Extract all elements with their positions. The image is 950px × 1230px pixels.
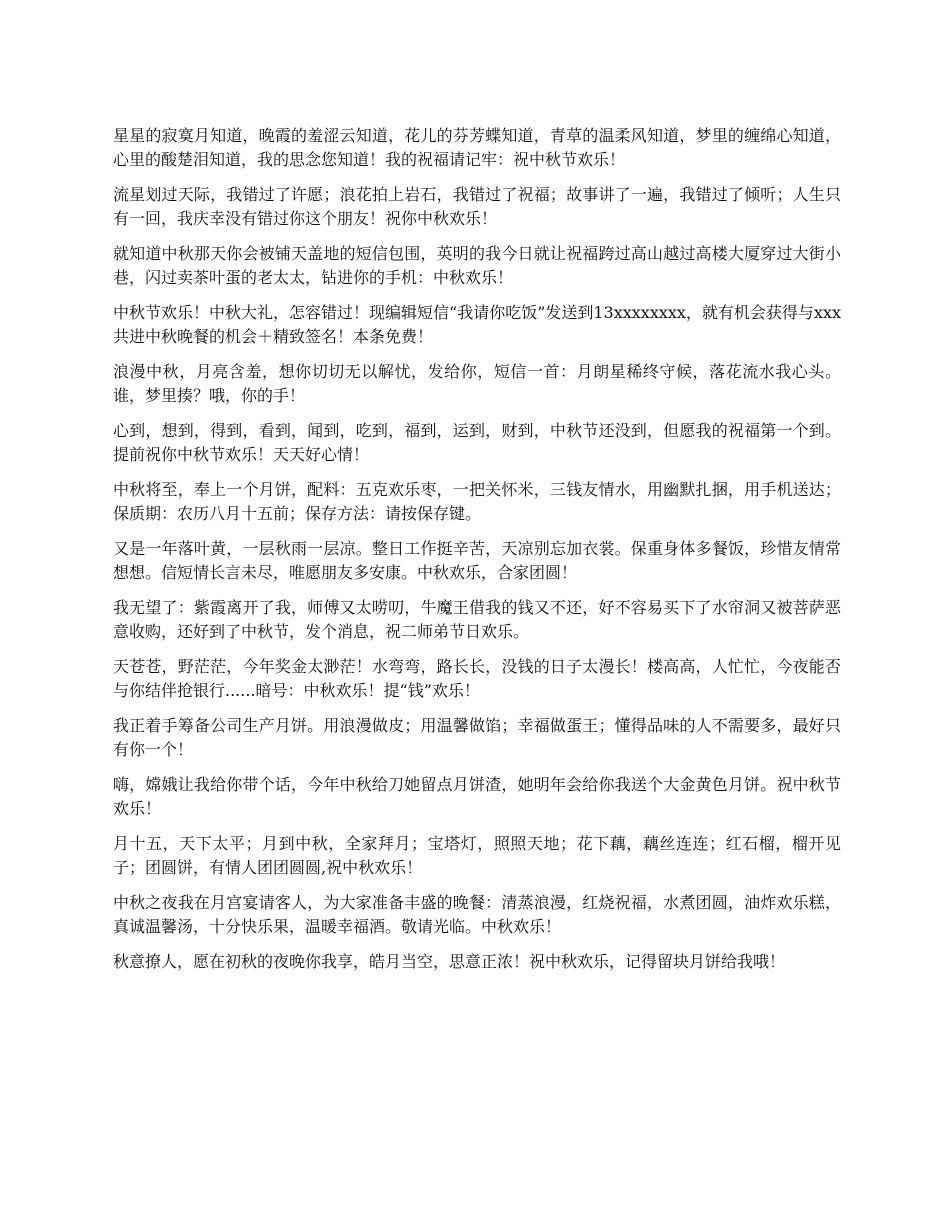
paragraph: 我无望了：紫霞离开了我，师傅又太唠叨，牛魔王借我的钱又不还，好不容易买下了水帘洞又被菩萨恶意收购，还好到了中秋节，发个消息，祝二师弟节日欢乐。 <box>113 598 841 641</box>
paragraph: 浪漫中秋，月亮含羞，想你切切无以解忧，发给你，短信一首：月朗星稀终守候，落花流水我心头。谁，梦里揍？哦，你的手！ <box>113 362 841 405</box>
paragraph: 心到，想到，得到，看到，闻到，吃到，福到，运到，财到，中秋节还没到，但愿我的祝福第一个到。提前祝你中秋节欢乐！天天好心情！ <box>113 421 841 464</box>
paragraph: 月十五，天下太平；月到中秋，全家拜月；宝塔灯，照照天地；花下藕，藕丝连连；红石榴，榴开见子；团圆饼，有情人团团圆圆,祝中秋欢乐！ <box>113 834 841 877</box>
paragraph: 流星划过天际，我错过了许愿；浪花拍上岩石，我错过了祝福；故事讲了一遍，我错过了倾听；人生只有一回，我庆幸没有错过你这个朋友！祝你中秋欢乐！ <box>113 185 841 228</box>
paragraph: 中秋将至，奉上一个月饼，配料：五克欢乐枣，一把关怀米，三钱友情水，用幽默扎捆，用手机送达；保质期：农历八月十五前；保存方法：请按保存键。 <box>113 480 841 523</box>
paragraph: 我正着手筹备公司生产月饼。用浪漫做皮；用温馨做馅；幸福做蛋王；懂得品味的人不需要多，最好只有你一个！ <box>113 716 841 759</box>
paragraph: 嗨，嫦娥让我给你带个话，今年中秋给刀她留点月饼渣，她明年会给你我送个大金黄色月饼。祝中秋节欢乐！ <box>113 775 841 818</box>
paragraph: 星星的寂寞月知道，晚霞的羞涩云知道，花儿的芬芳蝶知道，青草的温柔风知道，梦里的缠绵心知道，心里的酸楚泪知道，我的思念您知道！我的祝福请记牢：祝中秋节欢乐！ <box>113 126 841 169</box>
paragraph: 中秋节欢乐！中秋大礼，怎容错过！现编辑短信“我请你吃饭”发送到13xxxxxxxx，就有机会获得与xxx共进中秋晚餐的机会＋精致签名！本条免费！ <box>113 303 841 346</box>
document-body <box>113 124 841 985</box>
paragraph: 秋意撩人，愿在初秋的夜晚你我享，皓月当空，思意正浓！祝中秋欢乐，记得留块月饼给我哦！ <box>113 952 786 971</box>
paragraph: 天苍苍，野茫茫，今年奖金太渺茫！水弯弯，路长长，没钱的日子太漫长！楼高高，人忙忙，今夜能否与你结伴抢银行......暗号：中秋欢乐！提“钱”欢乐！ <box>113 657 841 700</box>
paragraph: 中秋之夜我在月宫宴请客人，为大家准备丰盛的晚餐：清蒸浪漫，红烧祝福，水煮团圆，油炸欢乐糕，真诚温馨汤，十分快乐果，温暖幸福酒。敬请光临。中秋欢乐！ <box>113 893 841 936</box>
paragraph: 又是一年落叶黄，一层秋雨一层凉。整日工作挺辛苦，天凉别忘加衣裳。保重身体多餐饭，珍惜友情常想想。信短情长言未尽，唯愿朋友多安康。中秋欢乐，合家团圆！ <box>113 539 841 582</box>
paragraph: 就知道中秋那天你会被铺天盖地的短信包围，英明的我今日就让祝福跨过高山越过高楼大厦穿过大街小巷，闪过卖茶叶蛋的老太太，钻进你的手机：中秋欢乐！ <box>113 244 841 287</box>
